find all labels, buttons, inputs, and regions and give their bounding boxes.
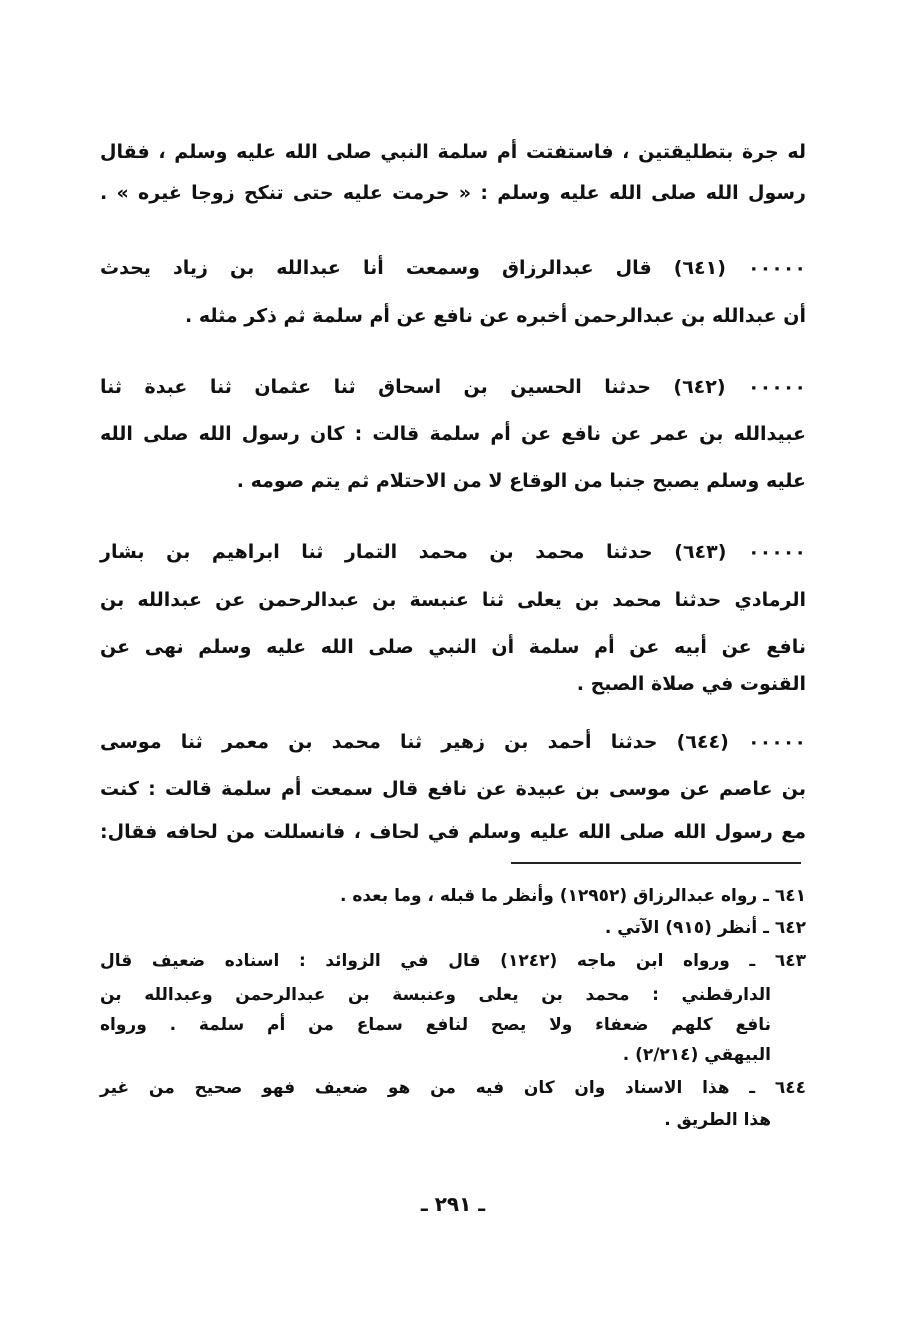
body-line: له جرة بتطليقتين ، فاستفتت أم سلمة النبي صلى الله عليه وسلم ، فقال [100,141,806,163]
page-number: ـ ٢٩١ ـ [420,1192,486,1216]
body-line: مع رسول الله صلى الله عليه وسلم في لحاف ، فانسللت من لحافه فقال: [100,821,806,843]
footnote-643-continuation: نافع كلهم ضعفاء ولا يصح لنافع سماع من أم سلمة . ورواه [100,1015,771,1035]
body-line: الرمادي حدثنا محمد بن يعلى ثنا عنبسة بن عبدالرحمن عن عبدالله بن [100,589,806,611]
body-line: نافع عن أبيه عن أم سلمة أن النبي صلى الله عليه وسلم نهى عن [100,636,806,658]
body-line: رسول الله صلى الله عليه وسلم : « حرمت عليه حتى تنكح زوجا غيره » . [100,182,806,204]
hadith-642-heading-line: ٠٠٠٠٠ (٦٤٢) حدثنا الحسين بن اسحاق ثنا عثمان ثنا عبدة ثنا [100,376,806,398]
footnote-643-continuation: البيهقي (٢/٢١٤) . [622,1045,771,1065]
body-line: أن عبدالله بن عبدالرحمن أخبره عن نافع عن أم سلمة ثم ذكر مثله . [185,305,806,327]
footnote-642: ٦٤٢ ـ أنظر (٩١٥) الآتي . [604,918,806,938]
footnote-643: ٦٤٣ ـ ورواه ابن ماجه (١٢٤٢) قال في الزوائد : اسناده ضعيف قال [100,951,806,971]
body-line: بن عاصم عن موسى بن عبيدة عن نافع قال سمعت أم سلمة قالت : كنت [100,778,806,800]
body-line: عبيدالله بن عمر عن نافع عن أم سلمة قالت : كان رسول الله صلى الله [100,423,806,445]
hadith-643-heading-line: ٠٠٠٠٠ (٦٤٣) حدثنا محمد بن محمد التمار ثنا ابراهيم بن بشار [100,541,806,563]
footnote-644-continuation: هذا الطريق . [664,1110,771,1130]
footnote-separator [511,862,801,864]
footnote-644: ٦٤٤ ـ هذا الاسناد وان كان فيه من هو ضعيف فهو صحيح من غير [100,1078,806,1098]
footnote-643-continuation: الدارقطني : محمد بن يعلى وعنبسة بن عبدالرحمن وعبدالله بن [100,985,771,1005]
footnote-641: ٦٤١ ـ رواه عبدالرزاق (١٢٩٥٢) وأنظر ما قبله ، وما بعده . [339,886,806,906]
body-line: عليه وسلم يصبح جنبا من الوقاع لا من الاحتلام ثم يتم صومه . [236,470,806,492]
hadith-641-heading-line: ٠٠٠٠٠ (٦٤١) قال عبدالرزاق وسمعت أنا عبدالله بن زياد يحدث [100,257,806,279]
body-line: القنوت في صلاة الصبح . [576,673,806,695]
hadith-644-heading-line: ٠٠٠٠٠ (٦٤٤) حدثنا أحمد بن زهير ثنا محمد بن معمر ثنا موسى [100,731,806,753]
